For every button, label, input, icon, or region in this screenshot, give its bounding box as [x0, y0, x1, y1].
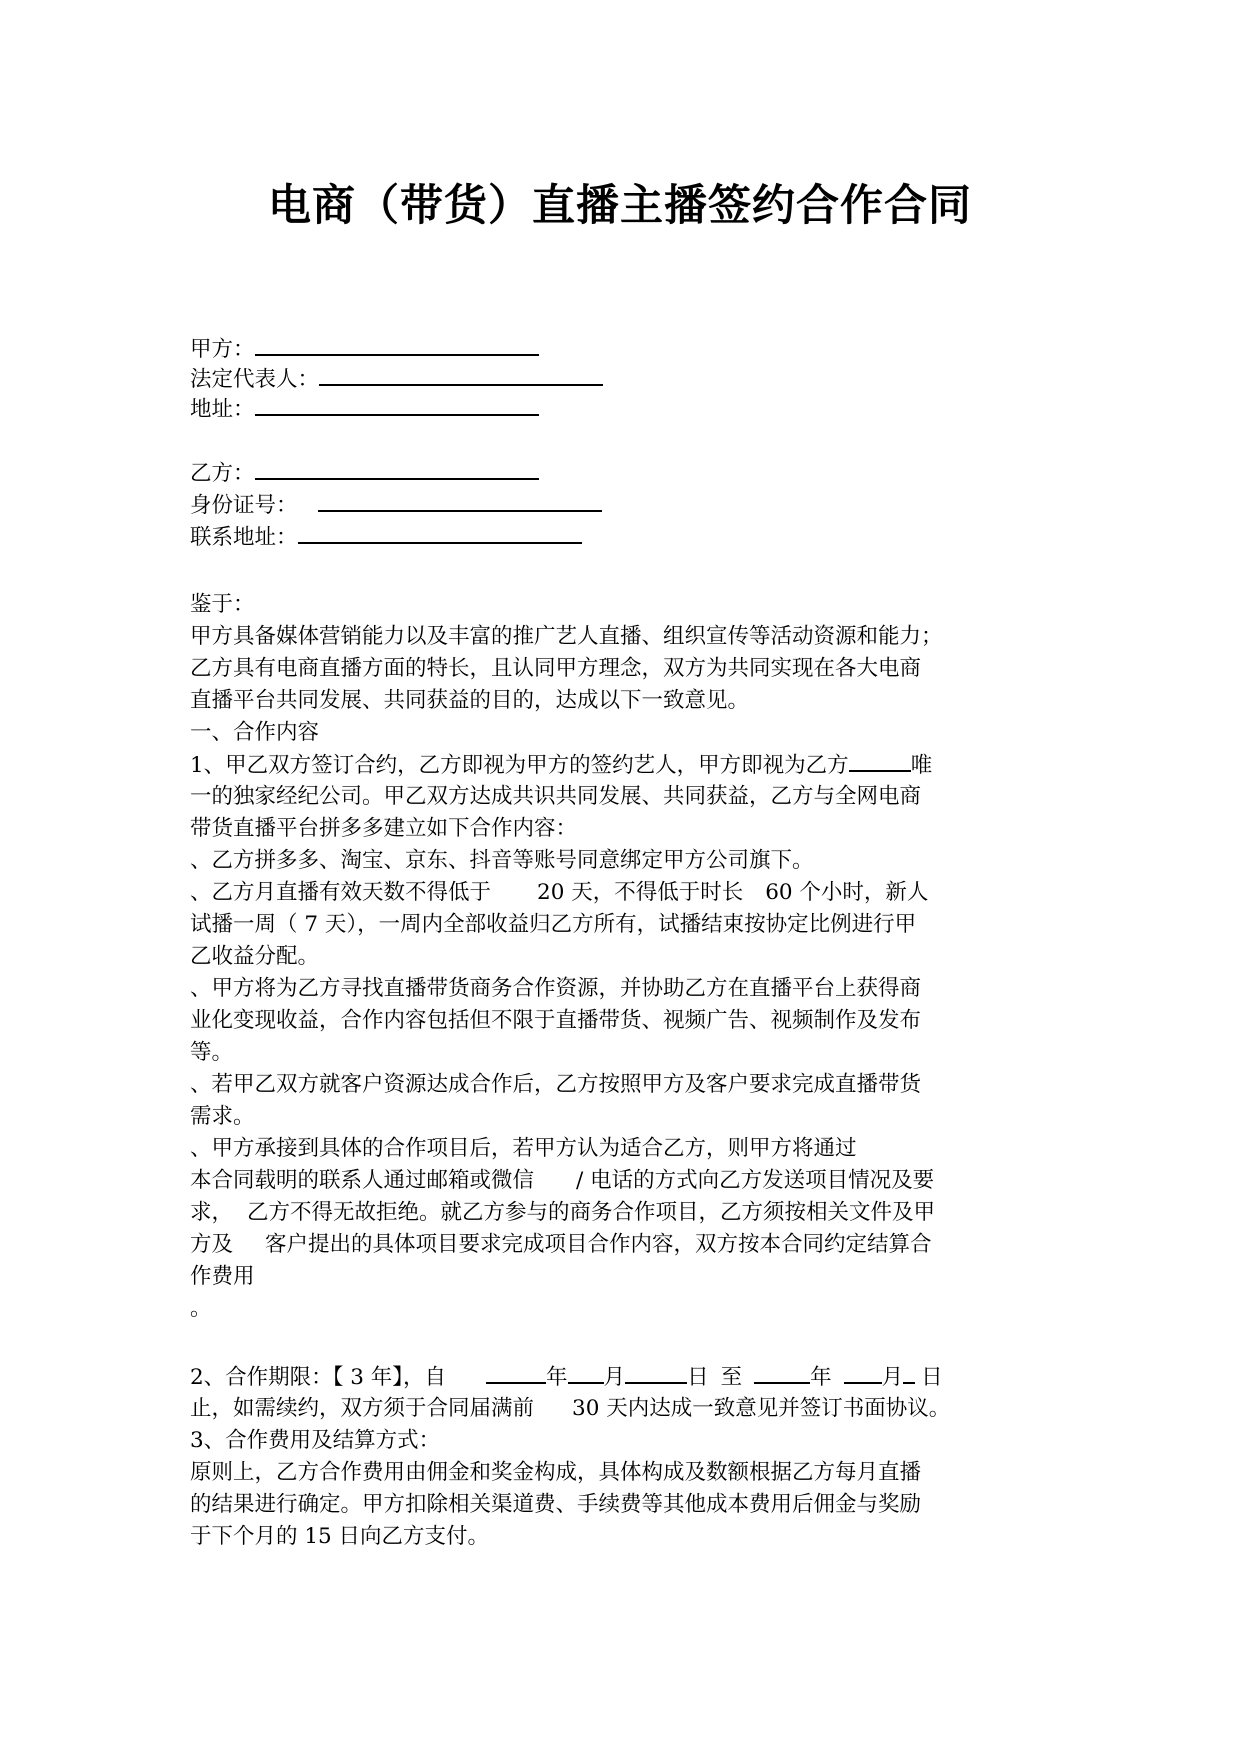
paragraph: 于下个月的 15 日向乙方支付。	[190, 1524, 490, 1549]
clause-text: 唯	[910, 753, 933, 778]
party-b-line	[190, 458, 539, 489]
start-year-blank[interactable]	[486, 1362, 546, 1384]
item-line	[190, 1230, 932, 1260]
whereas: 鉴于：	[190, 592, 255, 617]
party-b-label: 乙方：	[190, 461, 255, 486]
item-text: 客户提出的具体项目要求完成项目合作内容，双方按本合同约定结算合	[265, 1232, 932, 1257]
clause-text: 年	[546, 1365, 568, 1390]
item-line	[190, 878, 928, 908]
item-text: 业化变现收益，合作内容包括但不限于直播带货、视频广告、视频制作及发布	[190, 1008, 922, 1033]
id-number-blank[interactable]	[318, 490, 602, 512]
clause-1-line	[190, 750, 932, 781]
paragraph: 乙方具有电商直播方面的特长，且认同甲方理念，双方为共同实现在各大电商	[190, 656, 922, 681]
item-text: 本合同载明的联系人通过邮箱或微信	[190, 1168, 535, 1193]
clause-text: 日	[921, 1365, 943, 1390]
paragraph: 的结果进行确定。甲方扣除相关渠道费、手续费等其他成本费用后佣金与奖励	[190, 1492, 922, 1517]
clause-text: 1、甲乙双方签订合约，乙方即视为甲方的签约艺人，甲方即视为乙方	[190, 753, 849, 778]
item-text: 、若甲乙双方就客户资源达成合作后，乙方按照甲方及客户要求完成直播带货	[190, 1072, 922, 1097]
legal-rep-line	[190, 364, 603, 395]
item-text: 、甲方将为乙方寻找直播带货商务合作资源，并协助乙方在直播平台上获得商	[190, 976, 922, 1001]
end-year-blank[interactable]	[754, 1362, 810, 1384]
clause-3-heading: 3、合作费用及结算方式：	[190, 1428, 441, 1453]
legal-rep-blank[interactable]	[319, 364, 603, 386]
party-a-line	[190, 334, 539, 365]
party-a-blank[interactable]	[255, 334, 539, 356]
legal-rep-label: 法定代表人：	[190, 367, 320, 392]
paragraph: 甲方具备媒体营销能力以及丰富的推广艺人直播、组织宣传等活动资源和能力；	[190, 624, 943, 649]
end-month-blank[interactable]	[844, 1362, 882, 1384]
clause-2-line	[190, 1394, 950, 1424]
id-number-label: 身份证号：	[190, 493, 298, 518]
end-day-blank[interactable]	[903, 1362, 915, 1384]
item-text: 需求。	[190, 1104, 255, 1129]
item-text: 作费用	[190, 1264, 255, 1289]
contact-address-blank[interactable]	[298, 522, 582, 544]
id-number-line	[190, 490, 602, 521]
clause-text: 日	[687, 1365, 709, 1390]
item-text: 、乙方月直播有效天数不得低于	[190, 880, 492, 905]
clause-text: 月	[603, 1365, 626, 1390]
contact-address-line	[190, 522, 582, 553]
paragraph: 带货直播平台拼多多建立如下合作内容：	[190, 816, 578, 841]
start-day-blank[interactable]	[625, 1362, 687, 1384]
item-line	[190, 1166, 934, 1196]
address-label: 地址：	[190, 397, 255, 422]
item-text: 乙方不得无故拒绝。就乙方参与的商务合作项目，乙方须按相关文件及甲	[247, 1200, 936, 1225]
party-a-label: 甲方：	[190, 337, 255, 362]
contact-address-label: 联系地址：	[190, 525, 298, 550]
clause-text: 至	[720, 1365, 743, 1390]
item-text: 乙收益分配。	[190, 944, 320, 969]
paragraph: 原则上，乙方合作费用由佣金和奖金构成，具体构成及数额根据乙方每月直播	[190, 1460, 922, 1485]
item-text: / 电话的方式向乙方发送项目情况及要	[576, 1168, 935, 1193]
section-heading: 一、合作内容	[190, 720, 320, 745]
item-text: 、甲方承接到具体的合作项目后，若甲方认为适合乙方，则甲方将通过	[190, 1136, 857, 1161]
item-text: 试播一周（ 7 天），一周内全部收益归乙方所有，试播结束按协定比例进行甲	[190, 912, 917, 937]
paragraph: 直播平台共同发展、共同获益的目的，达成以下一致意见。	[190, 688, 750, 713]
item-text: 、乙方拼多多、淘宝、京东、抖音等账号同意绑定甲方公司旗下。	[190, 848, 814, 873]
paragraph: 一的独家经纪公司。甲乙双方达成共识共同发展、共同获益，乙方与全网电商	[190, 784, 922, 809]
clause-2-line	[190, 1362, 943, 1393]
clause-text: 2、合作期限：【 3 年】，自	[190, 1365, 447, 1390]
clause-text: 止，如需续约，双方须于合同届满前	[190, 1396, 535, 1421]
address-blank[interactable]	[255, 394, 539, 416]
clause-1-blank[interactable]	[849, 750, 911, 772]
contract-title: 电商（带货）直播主播签约合作合同	[268, 181, 972, 231]
address-line	[190, 394, 539, 425]
clause-text: 年	[810, 1365, 832, 1390]
clause-text: 月	[881, 1365, 904, 1390]
clause-text: 30 天内达成一致意见并签订书面协议。	[572, 1396, 951, 1421]
start-month-blank[interactable]	[568, 1362, 604, 1384]
item-text: 20 天，不得低于时长	[537, 880, 744, 905]
item-text: 等。	[190, 1040, 234, 1065]
item-text: 方及	[190, 1232, 234, 1257]
item-text: 。	[190, 1296, 212, 1321]
item-line	[190, 1198, 935, 1228]
party-b-blank[interactable]	[255, 458, 539, 480]
item-text: 60 个小时，新人	[765, 880, 929, 905]
item-text: 求，	[190, 1200, 234, 1225]
